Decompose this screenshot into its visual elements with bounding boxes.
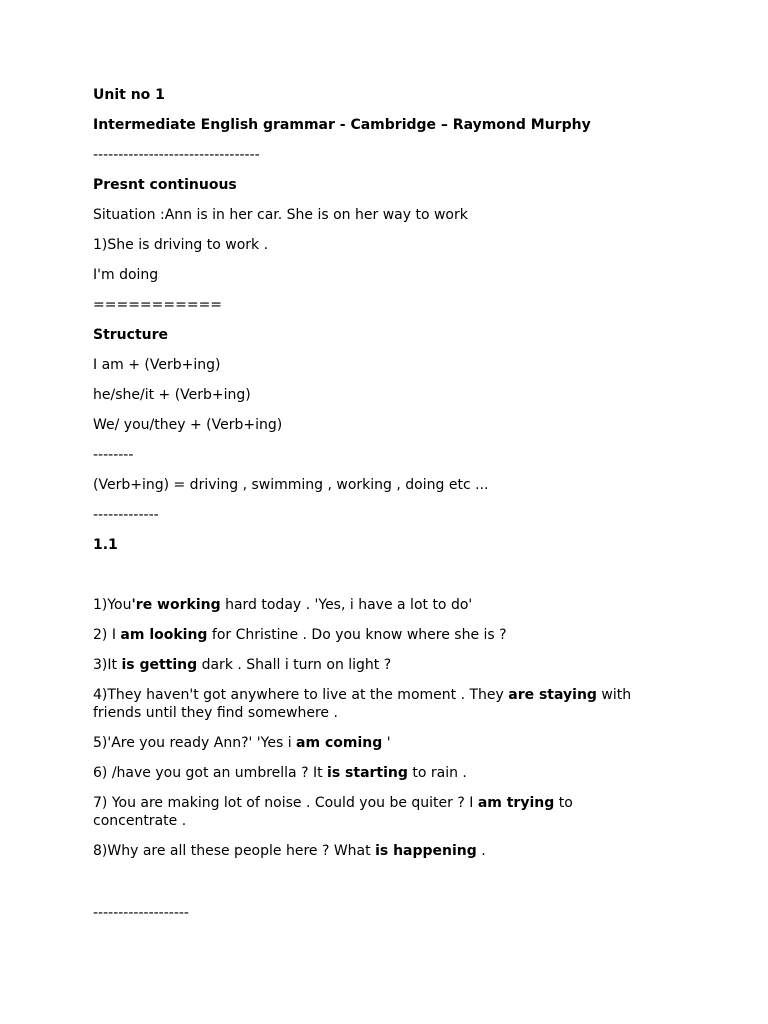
book-title: Intermediate English grammar - Cambridge – Raymond Murphy xyxy=(93,117,591,133)
im-doing-text: I'm doing xyxy=(93,267,159,283)
divider: ------------- xyxy=(93,507,159,523)
exercise-item: 3)It is getting dark . Shall i turn on light ? xyxy=(93,657,392,673)
verb-ing-examples: (Verb+ing) = driving , swimming , working , doing etc ... xyxy=(93,477,489,493)
divider: =========== xyxy=(93,297,223,313)
exercise-item: 2) I am looking for Christine . Do you know where she is ? xyxy=(93,627,507,643)
divider: -------- xyxy=(93,447,134,463)
section-title: Presnt continuous xyxy=(93,177,237,193)
unit-title: Unit no 1 xyxy=(93,87,165,103)
structure-line: he/she/it + (Verb+ing) xyxy=(93,387,251,403)
structure-title: Structure xyxy=(93,327,169,343)
exercise-item: 1)You're working hard today . 'Yes, i have a lot to do' xyxy=(93,597,473,613)
structure-line: We/ you/they + (Verb+ing) xyxy=(93,417,283,433)
situation-text: Situation :Ann is in her car. She is on her way to work xyxy=(93,207,468,223)
divider: ------------------- xyxy=(93,905,189,921)
exercise-item: 5)'Are you ready Ann?' 'Yes i am coming ' xyxy=(93,735,391,751)
exercise-number: 1.1 xyxy=(93,537,118,553)
structure-line: I am + (Verb+ing) xyxy=(93,357,221,373)
divider: --------------------------------- xyxy=(93,147,260,163)
exercise-item: 4)They haven't got anywhere to live at the moment . They are staying with friends until they find somewhere . xyxy=(93,687,632,721)
example-sentence: 1)She is driving to work . xyxy=(93,237,269,253)
exercise-item: 7) You are making lot of noise . Could you be quiter ? I am trying to concentrate . xyxy=(93,795,573,829)
exercise-item: 6) /have you got an umbrella ? It is starting to rain . xyxy=(93,765,467,781)
exercise-item: 8)Why are all these people here ? What is happening . xyxy=(93,843,486,859)
